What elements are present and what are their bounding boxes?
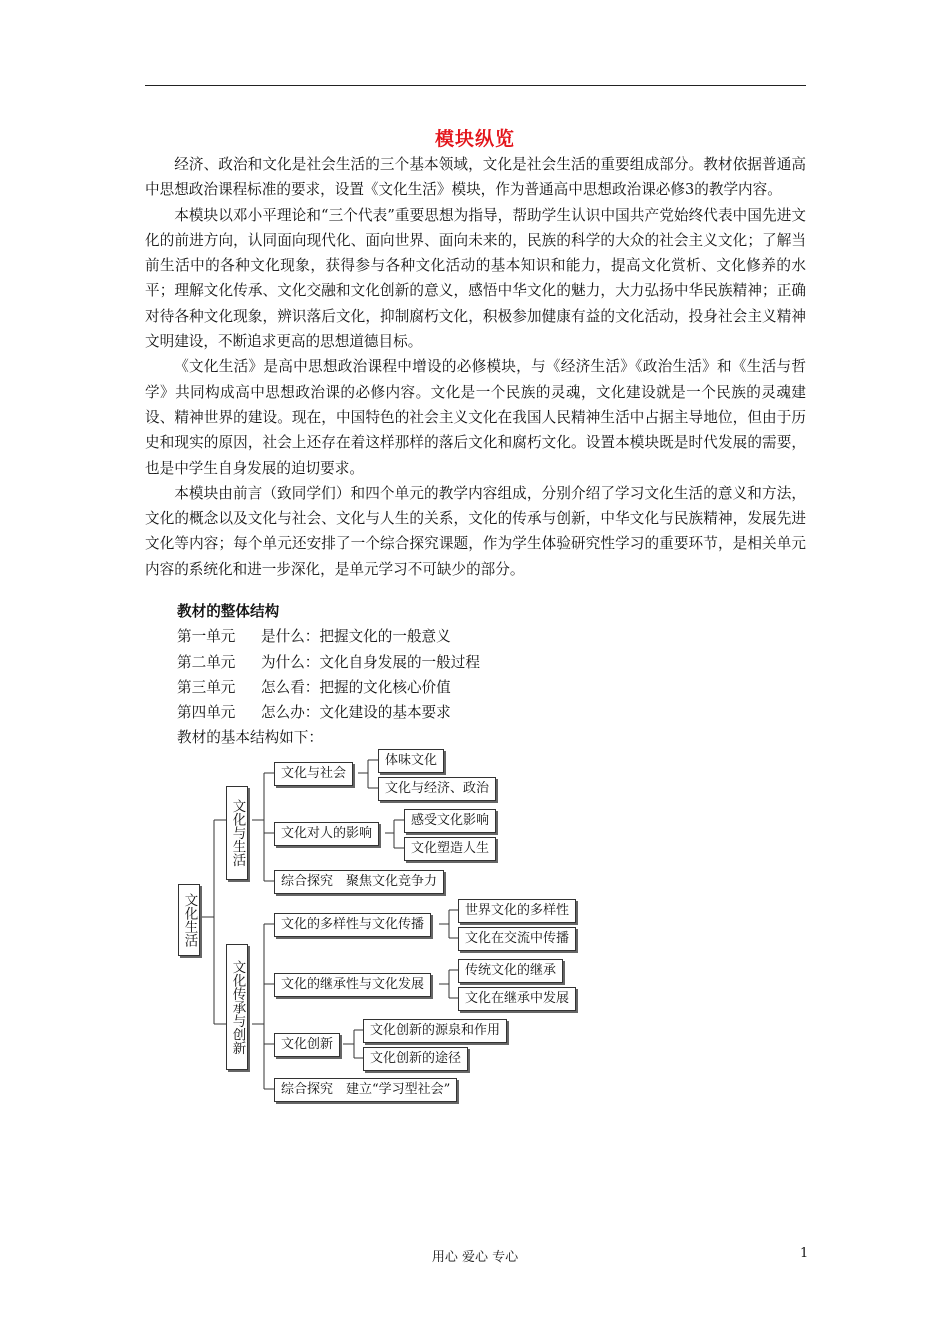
unit-row — [177, 624, 480, 649]
paragraph: 本模块由前言（致同学们）和四个单元的教学内容组成，分别介绍了学习文化生活的意义和方法，文化的概念以及文化与社会、文化与人生的关系，文化的传承与创新，中华文化与民族精神，发展先进文化等内容；每个单元还安排了一个综合探究课题，作为学生体验研究性学习的重要环节，是相关单元内容的系统化和进一步深化，是单元学习不可缺少的部分。 — [145, 484, 806, 578]
paragraph: 《文化生活》是高中思想政治课程中增设的必修模块，与《经济生活》《政治生活》和《生活与哲学》共同构成高中思想政治课的必修内容。文化是一个民族的灵魂，文化建设就是一个民族的灵魂建设、精神世界的建设。现在，中国特色的社会主义文化在我国人民精神生活中占据主导地位，但由于历史和现实的原因，社会上还存在着这样那样的落后文化和腐朽文化。设置本模块既是时代发展的需要，也是中学生自身发展的迫切要求。 — [145, 358, 806, 477]
item-node: 文化的继承性与文化发展 — [274, 973, 431, 997]
branch-node-life: 文化与生活 — [226, 786, 248, 880]
root-node: 文化生活 — [178, 884, 200, 956]
leaf-node: 文化创新的途径 — [363, 1047, 468, 1071]
leaf-node: 世界文化的多样性 — [458, 899, 576, 923]
paragraph: 本模块以邓小平理论和“三个代表”重要思想为指导，帮助学生认识中国共产党始终代表中国先进文化的前进方向，认同面向现代化、面向世界、面向未来的，民族的科学的大众的社会主义文化；了解当前生活中的各种文化现象，获得参与各种文化活动的基本知识和能力，提高文化赏析、文化修养的水平；理解文化传承、文化交融和文化创新的意义，感悟中华文化的魅力，大力弘扬中华民族精神；正确对待各种文化现象，辨识落后文化，抑制腐朽文化，积极参加健康有益的文化活动，投身社会主义精神文明建设，不断追求更高的思想道德目标。 — [145, 206, 806, 351]
header-rule — [145, 85, 806, 86]
leaf-node: 文化在继承中发展 — [458, 987, 576, 1011]
unit-text: 怎么看：把握的文化核心价值 — [261, 678, 451, 696]
leaf-node: 文化与经济、政治 — [378, 777, 496, 801]
leaf-node: 文化塑造人生 — [404, 837, 496, 861]
leaf-node: 传统文化的继承 — [458, 959, 563, 983]
page-footer: 用心 爱心 专心 — [431, 1250, 519, 1265]
unit-text: 是什么：把握文化的一般意义 — [261, 628, 451, 646]
item-node: 文化的多样性与文化传播 — [274, 913, 431, 937]
branch-node-inherit: 文化传承与创新 — [226, 944, 248, 1070]
leaf-node: 文化在交流中传播 — [458, 927, 576, 951]
leaf-node: 文化创新的源泉和作用 — [363, 1019, 507, 1043]
unit-label: 第一单元 — [177, 628, 236, 646]
item-node: 文化创新 — [274, 1033, 340, 1057]
leaf-node: 感受文化影响 — [404, 809, 496, 833]
unit-text: 怎么办：文化建设的基本要求 — [261, 704, 451, 722]
unit-row — [177, 700, 480, 725]
unit-label: 第三单元 — [177, 678, 236, 696]
structure-list — [177, 599, 480, 751]
diagram-intro: 教材的基本结构如下： — [177, 729, 323, 747]
leaf-node: 体味文化 — [378, 749, 444, 773]
item-node: 文化对人的影响 — [274, 822, 379, 846]
unit-label: 第四单元 — [177, 704, 236, 722]
unit-row — [177, 650, 480, 675]
unit-label: 第二单元 — [177, 653, 236, 671]
paragraph: 经济、政治和文化是社会生活的三个基本领域，文化是社会生活的重要组成部分。教材依据普通高中思想政治课程标准的要求，设置《文化生活》模块，作为普通高中思想政治课必修3的教学内容。 — [145, 156, 806, 199]
structure-diagram — [170, 742, 600, 1112]
item-node: 综合探究 建立“学习型社会” — [274, 1078, 457, 1102]
unit-row — [177, 675, 480, 700]
item-node: 文化与社会 — [274, 762, 353, 786]
unit-text: 为什么：文化自身发展的一般过程 — [261, 653, 480, 671]
structure-heading: 教材的整体结构 — [177, 603, 280, 620]
body-text — [145, 152, 806, 582]
page-title: 模块纵览 — [434, 128, 515, 150]
item-node: 综合探究 聚焦文化竞争力 — [274, 870, 444, 894]
page-number: 1 — [800, 1246, 809, 1261]
